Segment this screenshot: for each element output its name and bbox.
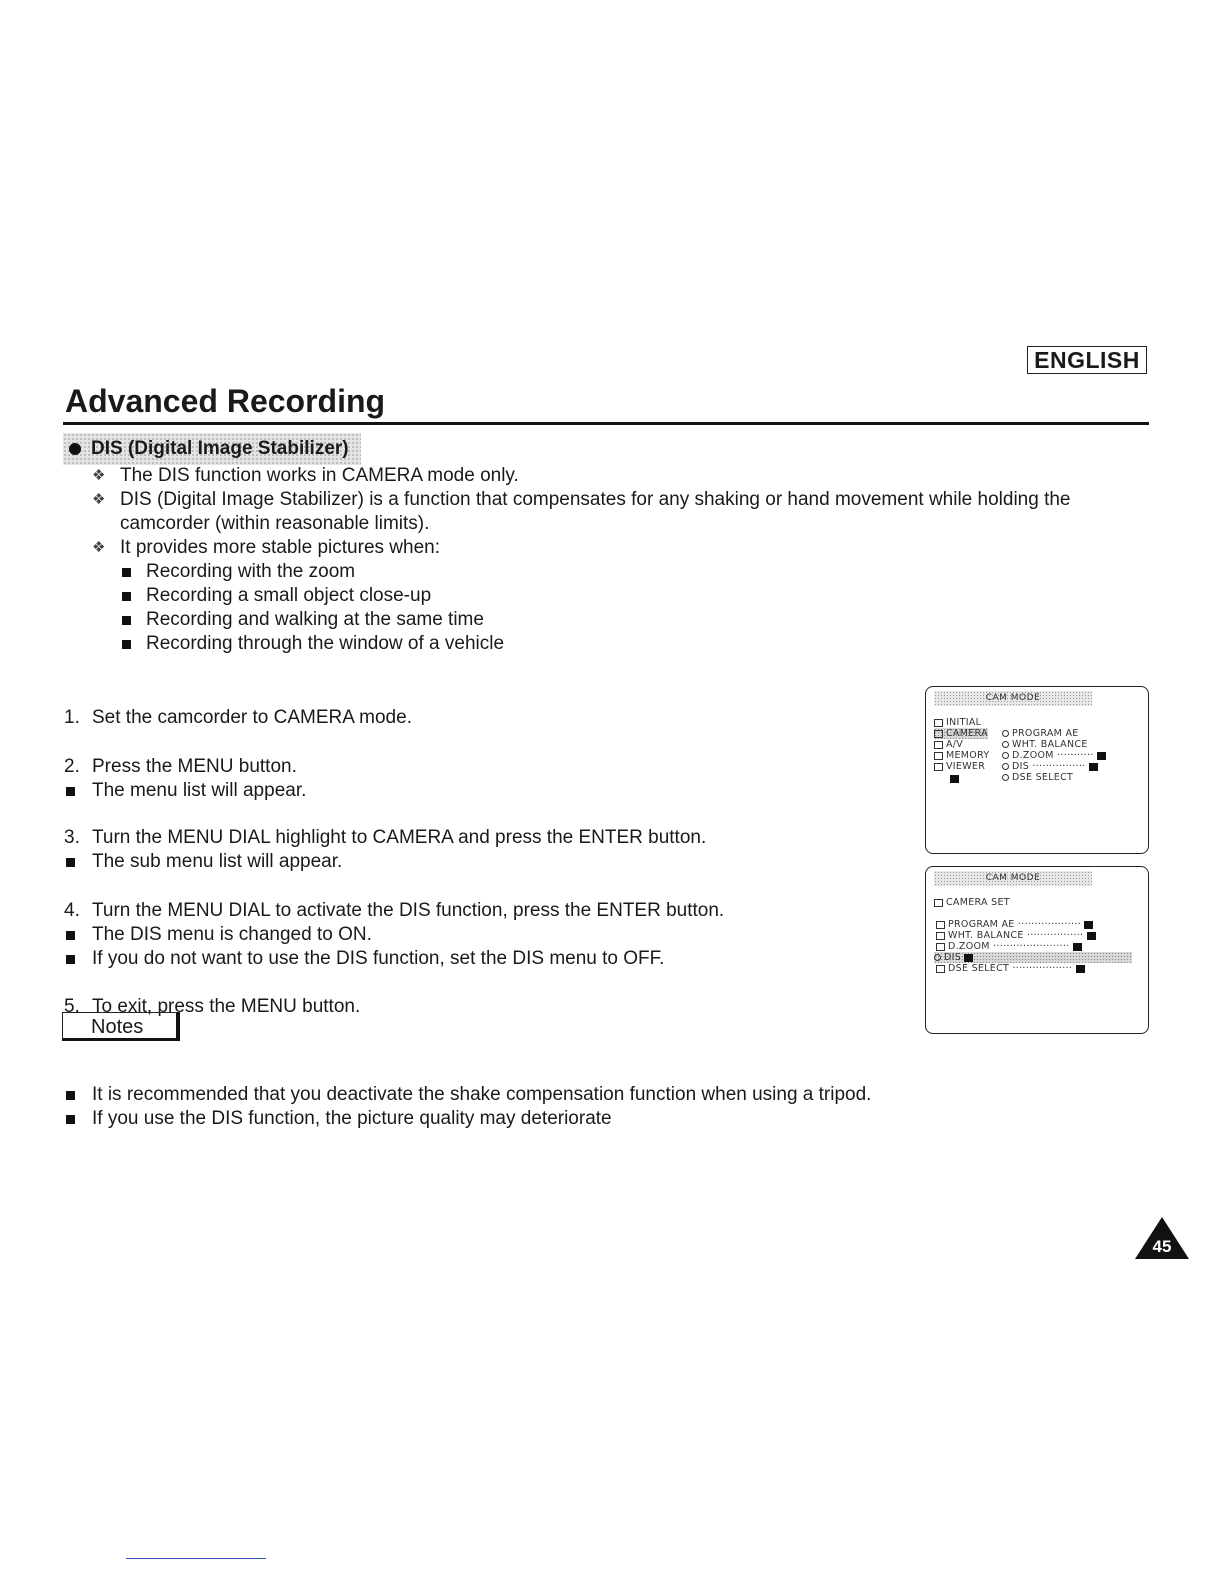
viewer-icon [934, 763, 943, 771]
folder-icon [934, 719, 943, 727]
square-bullet-icon [122, 568, 131, 577]
mode-bar: CAM MODE [934, 871, 1092, 886]
status-icon [1084, 921, 1093, 929]
set-item-d-zoom: D.ZOOM ······················· [936, 941, 1082, 952]
intro-item: ❖ It provides more stable pictures when: Recording with the zoom Recording a small object close-up Recording and walking at the same time Recording through the window of a vehicle [92, 536, 1092, 656]
dot-icon [1002, 763, 1009, 770]
submenu-program-ae: PROGRAM AE [1002, 728, 1079, 739]
language-badge: ENGLISH [1027, 346, 1147, 374]
memory-icon [934, 752, 943, 760]
diamond-bullet-icon: ❖ [92, 491, 106, 508]
submenu-wht-balance: WHT. BALANCE [1002, 739, 1088, 750]
step-1: 1. Set the camcorder to CAMERA mode. [64, 707, 412, 728]
notes-label: Notes [62, 1012, 180, 1041]
section-heading-text: DIS (Digital Image Stabilizer) [91, 438, 349, 459]
box-icon [936, 921, 945, 929]
diamond-bullet-icon: ❖ [92, 539, 106, 556]
step-2: 2. Press the MENU button. The menu list will appear. [64, 755, 306, 803]
square-bullet-icon [122, 616, 131, 625]
dot-icon [1002, 730, 1009, 737]
step-3: 3. Turn the MENU DIAL highlight to CAMERA and press the ENTER button. The sub menu list will appear. [64, 826, 706, 874]
step-4-note: The DIS menu is changed to ON. [36, 923, 724, 947]
square-bullet-icon [66, 955, 75, 964]
dis-icon [964, 954, 973, 962]
set-item-wht-balance: WHT. BALANCE ················· [936, 930, 1096, 941]
square-bullet-icon [122, 592, 131, 601]
submenu-dis: DIS ················ [1002, 761, 1098, 772]
step-2-note: The menu list will appear. [36, 779, 306, 803]
menu-item-initial: INITIAL [934, 717, 981, 728]
square-bullet-icon [66, 931, 75, 940]
step-3-note: The sub menu list will appear. [36, 850, 706, 874]
bullet-dot-icon [69, 443, 81, 455]
square-bullet-icon [122, 640, 131, 649]
condition-item: Recording through the window of a vehicle [120, 632, 1092, 656]
condition-item: Recording a small object close-up [120, 584, 1092, 608]
menu-item-av: A/V [934, 739, 963, 750]
mode-bar: CAM MODE [934, 691, 1092, 706]
menu-item-camera: CAMERA [934, 728, 988, 739]
step-4: 4. Turn the MENU DIAL to activate the DIS function, press the ENTER button. The DIS menu is changed to ON. If you do not want to use the DIS function, set the DIS menu to OFF. [64, 899, 724, 971]
square-bullet-icon [66, 1091, 75, 1100]
menu-screen-1 [925, 686, 1149, 854]
page-number-badge [1135, 1217, 1189, 1259]
square-bullet-icon [66, 858, 75, 867]
note-item: It is recommended that you deactivate the shake compensation function when using a tripod. [64, 1083, 871, 1107]
box-icon [936, 965, 945, 973]
box-icon [936, 932, 945, 940]
page-number: 45 [1152, 1237, 1172, 1256]
step-4-note: If you do not want to use the DIS function, set the DIS menu to OFF. [36, 947, 724, 971]
square-bullet-icon [66, 1115, 75, 1124]
av-icon [934, 741, 943, 749]
status-icon [1076, 965, 1085, 973]
page-title: Advanced Recording [65, 383, 386, 419]
menu-item-memory: MEMORY [934, 750, 989, 761]
intro-list [92, 464, 1092, 656]
menu-screen-2 [925, 866, 1149, 1034]
camera-set-header: CAMERA SET [934, 897, 1010, 908]
box-icon [936, 943, 945, 951]
status-icon [1089, 763, 1098, 771]
menu-nav-icon [950, 773, 959, 784]
dot-icon [1002, 741, 1009, 748]
status-icon [1087, 932, 1096, 940]
condition-item: Recording with the zoom [120, 560, 1092, 584]
step-5: 5. To exit, press the MENU button. [64, 996, 361, 1017]
section-heading [63, 433, 361, 465]
set-item-dse-select: DSE SELECT ·················· [936, 963, 1085, 974]
camera-icon [934, 730, 943, 738]
intro-item: ❖ The DIS function works in CAMERA mode only. [92, 465, 519, 486]
submenu-d-zoom: D.ZOOM ··········· [1002, 750, 1106, 761]
dot-icon [934, 954, 941, 961]
menu-item-viewer: VIEWER [934, 761, 985, 772]
condition-item: Recording and walking at the same time [120, 608, 1092, 632]
notes-list [64, 1083, 871, 1131]
square-bullet-icon [66, 787, 75, 796]
status-icon [1073, 943, 1082, 951]
diamond-bullet-icon: ❖ [92, 467, 106, 484]
conditions-list [120, 560, 1092, 656]
note-item: If you use the DIS function, the picture quality may deteriorate [64, 1107, 871, 1131]
nav-icon [950, 775, 959, 783]
set-item-dis: DIS [934, 952, 1132, 963]
status-icon [1097, 752, 1106, 760]
title-rule [63, 422, 1149, 425]
intro-item: ❖ DIS (Digital Image Stabilizer) is a function that compensates for any shaking or hand movement while holding the camcorder (within reasonable limits). [92, 489, 1071, 534]
dot-icon [1002, 774, 1009, 781]
footer-line [126, 1558, 266, 1559]
dot-icon [1002, 752, 1009, 759]
camera-icon [934, 899, 943, 907]
set-item-program-ae: PROGRAM AE ··················· [936, 919, 1093, 930]
submenu-dse-select: DSE SELECT [1002, 772, 1073, 783]
